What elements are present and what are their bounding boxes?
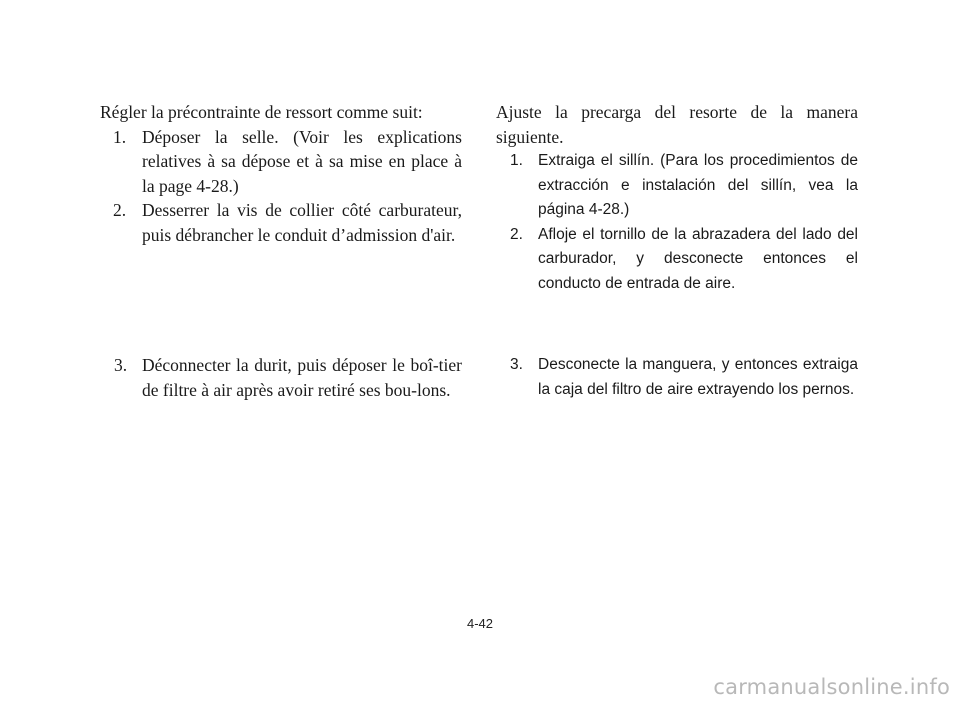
- step-number: 3.: [114, 355, 128, 375]
- french-intro: Régler la précontrainte de ressort comme suit:: [100, 102, 423, 122]
- french-step-1: [100, 125, 462, 199]
- french-column: [100, 100, 462, 247]
- step-text: Afloje el tornillo de la abrazadera del lado del carburador, y desconecte entonces el conducto de entrada de aire.: [538, 225, 858, 292]
- page-number: 4-42: [466, 616, 494, 631]
- step-text: Extraiga el sillín. (Para los procedimientos de extracción e instalación del sillín, vea la página 4-28.): [538, 152, 858, 218]
- french-step-3-block: [100, 353, 462, 402]
- step-text: Déposer la selle. (Voir les explications relatives à sa dépose et à sa mise en place à la page 4-28.): [142, 126, 462, 196]
- step-number: 3.: [510, 356, 523, 373]
- spanish-step-2: [496, 223, 858, 297]
- step-number: 1.: [113, 126, 127, 147]
- step-text: Desserrer la vis de collier côté carburateur, puis débrancher le conduit d’admission d'air.: [142, 200, 462, 245]
- spanish-step-1: [496, 149, 858, 223]
- spanish-intro: Ajuste la precarga del resorte de la manera siguiente.: [496, 102, 858, 147]
- step-number: 2.: [510, 225, 523, 243]
- spanish-step-3-block: [496, 353, 858, 402]
- step-number: 1.: [510, 152, 523, 169]
- step-text: Déconnecter la durit, puis déposer le boî-tier de filtre à air après avoir retiré ses bou-lons.: [142, 355, 462, 400]
- spanish-column: [496, 100, 858, 296]
- watermark: carmanualsonline.info: [713, 675, 950, 699]
- step-text: Desconecte la manguera, y entonces extraiga la caja del filtro de aire extrayendo los pernos.: [538, 356, 858, 398]
- step-number: 2.: [113, 200, 127, 220]
- french-step-2: [100, 198, 462, 247]
- french-step-3: [100, 353, 462, 402]
- spanish-step-3: [496, 353, 858, 402]
